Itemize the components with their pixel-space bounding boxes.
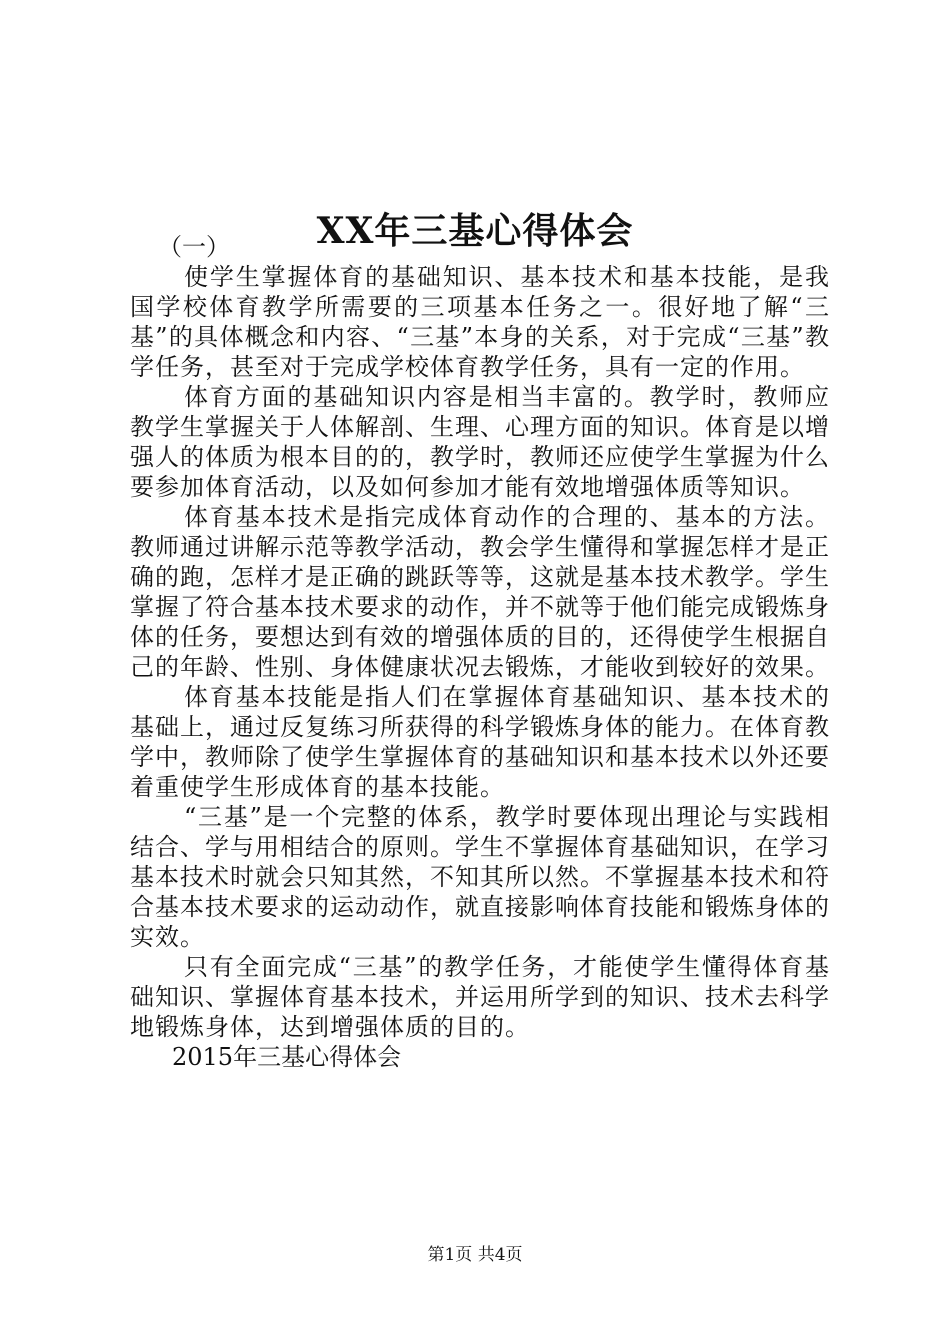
paragraph-1: 使学生掌握体育的基础知识、基本技术和基本技能，是我国学校体育教学所需要的三项基本任务之一。很好地了解“三基”的具体概念和内容、“三基”本身的关系，对于完成“三基”教学任务，甚至对于完成学校体育教学任务，具有一定的作用。 — [130, 263, 830, 381]
paragraph-3: 体育基本技术是指完成体育动作的合理的、基本的方法。教师通过讲解示范等教学活动，教会学生懂得和掌握怎样才是正确的跑，怎样才是正确的跳跃等等，这就是基本技术教学。学生掌握了符合基本技术要求的动作，并不就等于他们能完成锻炼身体的任务，要想达到有效的增强体质的目的，还得使学生根据自己的年龄、性别、身体健康状况去锻炼，才能收到较好的效果。 — [130, 503, 830, 681]
section-label: （一） — [158, 233, 230, 261]
paragraph-5: “三基”是一个完整的体系，教学时要体现出理论与实践相结合、学与用相结合的原则。学生不掌握体育基础知识，在学习基本技术时就会只知其然，不知其所以然。不掌握基本技术和符合基本技术要求的运动动作，就直接影响体育技能和锻炼身体的实效。 — [130, 803, 830, 951]
paragraph-6: 只有全面完成“三基”的教学任务，才能使学生懂得体育基础知识、掌握体育基本技术，并运用所学到的知识、技术去科学地锻炼身体，达到增强体质的目的。 — [130, 953, 830, 1041]
closing-line: 2015年三基心得体会 — [172, 1043, 402, 1071]
document-body — [130, 232, 830, 1072]
paragraph-2: 体育方面的基础知识内容是相当丰富的。教学时，教师应教学生掌握关于人体解剖、生理、心理方面的知识。体育是以增强人的体质为根本目的的，教学时，教师还应使学生掌握为什么要参加体育活动，以及如何参加才能有效地增强体质等知识。 — [130, 383, 830, 501]
paragraph-4: 体育基本技能是指人们在掌握体育基础知识、基本技术的基础上，通过反复练习所获得的科学锻炼身体的能力。在体育教学中，教师除了使学生掌握体育的基础知识和基本技术以外还要着重使学生形成体育的基本技能。 — [130, 683, 830, 801]
page-number-footer: 第1页 共4页 — [427, 1245, 523, 1265]
document-title: XX年三基心得体会 — [316, 210, 634, 253]
